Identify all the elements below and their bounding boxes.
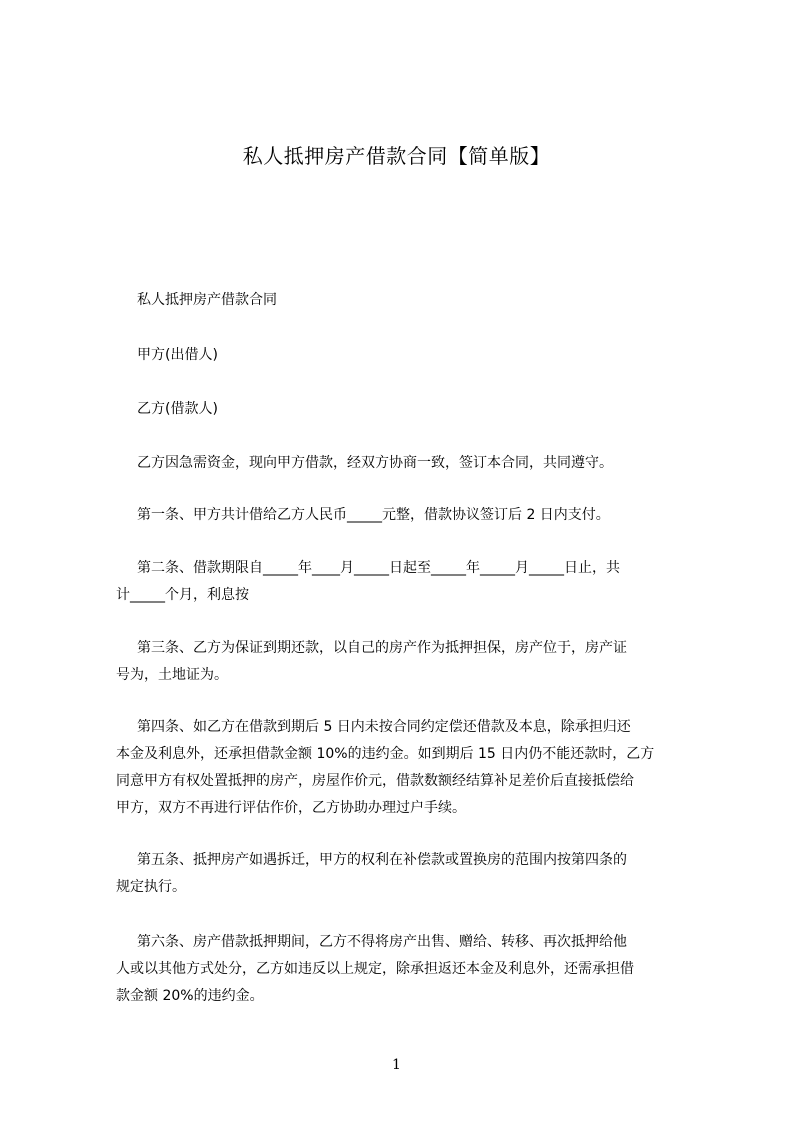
article-5-line: 规定执行。 [116,879,186,895]
article-1 [116,502,700,529]
intro-paragraph: 乙方因急需资金，现向甲方借款，经双方协商一致，签订本合同，共同遵守。 [137,455,613,471]
article-4-line: 甲方，双方不再进行评估作价，乙方协助办理过户手续。 [116,800,466,816]
article-5 [116,847,700,901]
article-2-line: 第二条、借款期限自_____年____月_____日起至_____年_____月_____日止，共 [137,560,620,576]
article-6-line: 人或以其他方式处分，乙方如违反以上规定，除承担返还本金及利息外，还需承担借 [116,961,634,977]
article-4-line: 第四条、如乙方在借款到期后 5 日内未按合同约定偿还借款及本息，除承担归还 [137,719,631,735]
article-4-line: 同意甲方有权处置抵押的房产，房屋作价元，借款数额经结算补足差价后直接抵偿给 [116,773,634,789]
article-6 [116,929,700,1010]
party-a-label: 甲方(出借人) [137,347,218,363]
article-3-line: 第三条、乙方为保证到期还款，以自己的房产作为抵押担保，房产位于，房产证 [137,640,627,656]
party-b-label: 乙方(借款人) [137,401,218,417]
article-5-line: 第五条、抵押房产如遇拆迁，甲方的权利在补偿款或置换房的范围内按第四条的 [137,852,627,868]
article-3-line: 号为，土地证为。 [116,667,228,683]
article-3 [116,635,700,689]
article-1-line: 第一条、甲方共计借给乙方人民币_____元整，借款协议签订后 2 日内支付。 [137,507,610,523]
article-4 [116,714,700,822]
article-2 [116,555,700,609]
article-4-line: 本金及利息外，还承担借款金额 10%的违约金。如到期后 15 日内仍不能还款时，乙方 [116,746,655,762]
article-6-line: 款金额 20%的违约金。 [116,988,264,1004]
article-2-line: 计_____个月，利息按 [116,587,249,603]
contract-heading: 私人抵押房产借款合同 [137,292,277,308]
document-title: 私人抵押房产借款合同【简单版】 [242,144,551,168]
article-6-line: 第六条、房产借款抵押期间，乙方不得将房产出售、赠给、转移、再次抵押给他 [137,934,627,950]
page-number: 1 [392,1057,401,1073]
